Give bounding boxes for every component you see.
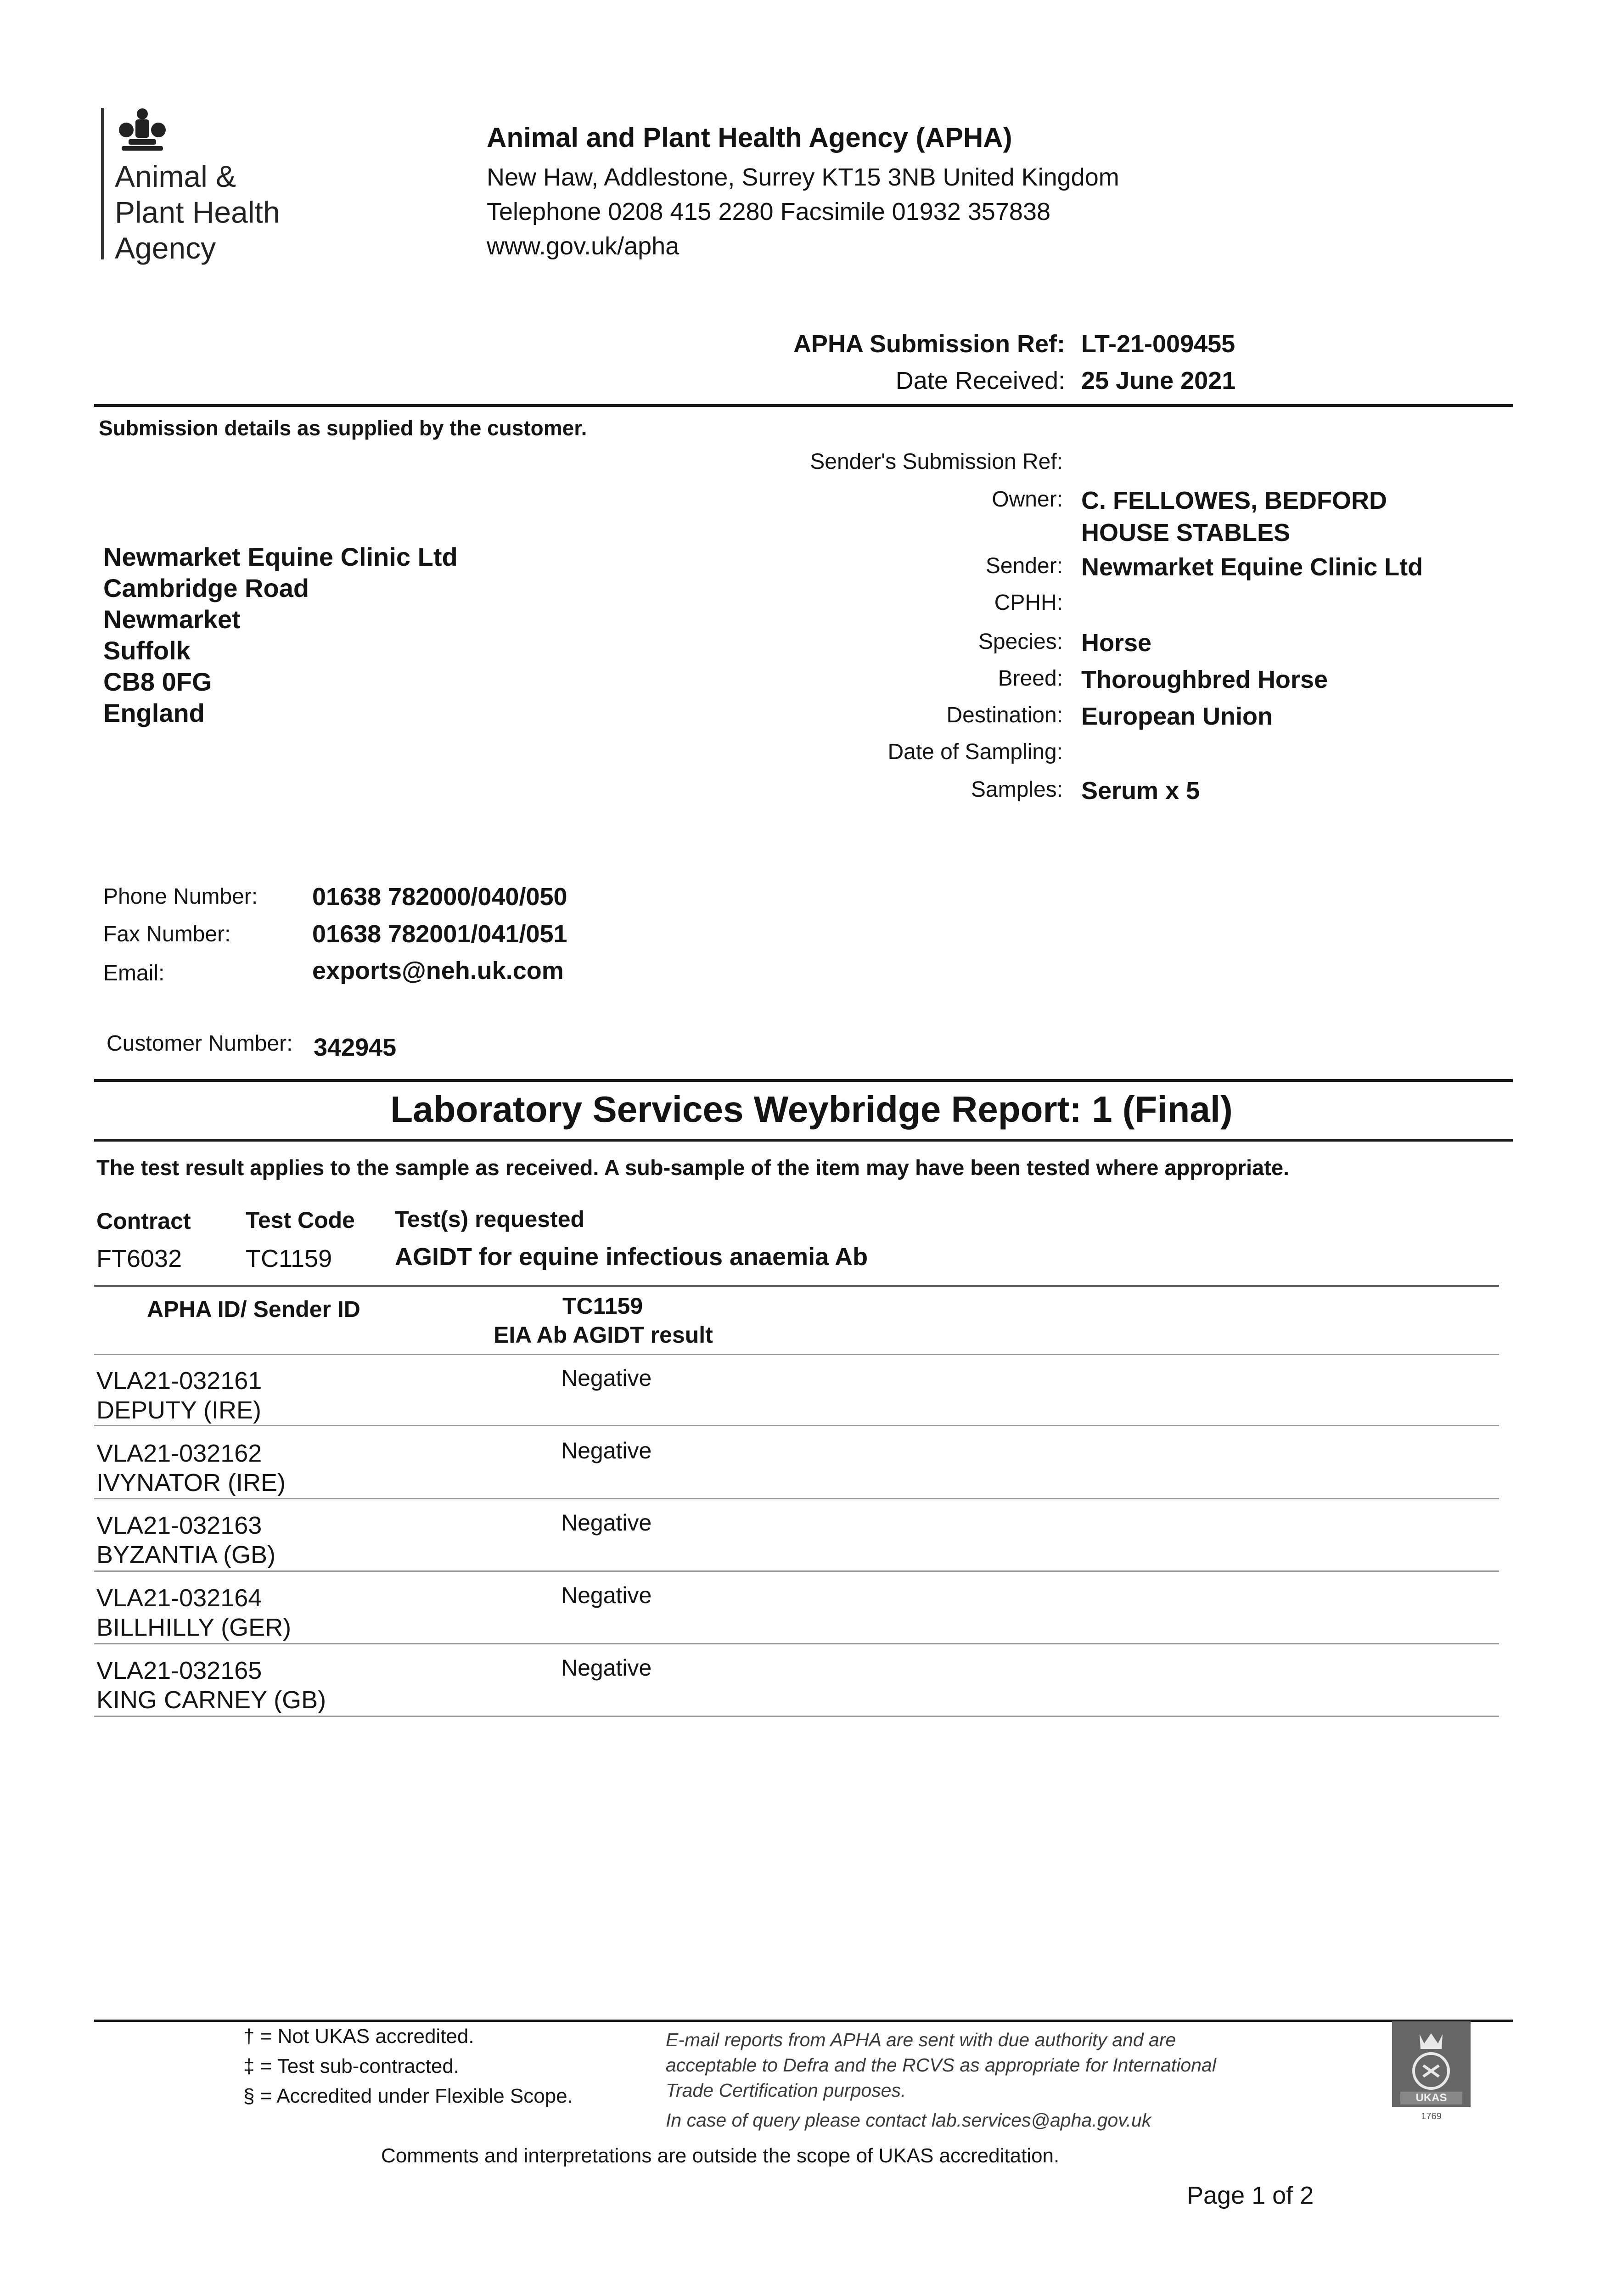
- submission-details-heading: Submission details as supplied by the customer.: [99, 416, 587, 440]
- address-line: Newmarket: [103, 605, 241, 634]
- samples-label: Samples:: [971, 777, 1063, 802]
- sample-id: VLA21-032164: [96, 1584, 262, 1612]
- cphh-label: CPHH:: [994, 591, 1063, 615]
- eia-result-header: EIA Ab AGIDT result: [494, 1322, 713, 1348]
- logo-divider: [101, 108, 104, 259]
- email-value: exports@neh.uk.com: [312, 957, 564, 985]
- test-requested-value: AGIDT for equine infectious anaemia Ab: [395, 1243, 868, 1271]
- ukas-text: UKAS: [1415, 2092, 1447, 2104]
- email-note-line: Trade Certification purposes.: [666, 2080, 906, 2101]
- result-value: Negative: [561, 1365, 652, 1391]
- sender-id: IVYNATOR (IRE): [96, 1469, 286, 1497]
- species-label: Species:: [978, 630, 1063, 654]
- table-row: [96, 1583, 291, 1642]
- table-row: [96, 1439, 286, 1497]
- sender-id: BILLHILLY (GER): [96, 1614, 292, 1641]
- row-divider: [94, 1425, 1499, 1426]
- agency-name: Animal and Plant Health Agency (APHA): [487, 122, 1012, 153]
- logo-line: Agency: [115, 231, 216, 265]
- ukas-accreditation-mark: [1391, 2020, 1471, 2126]
- page-number: Page 1 of 2: [1187, 2182, 1314, 2209]
- result-value: Negative: [561, 1510, 652, 1536]
- agency-logo-text: [115, 158, 280, 266]
- apha-id-header: APHA ID/ Sender ID: [147, 1296, 360, 1322]
- agency-website: www.gov.uk/apha: [487, 232, 680, 260]
- address-line: England: [103, 698, 205, 727]
- phone-value: 01638 782000/040/050: [312, 883, 567, 911]
- sender-label: Sender:: [985, 554, 1063, 578]
- owner-label: Owner:: [992, 487, 1063, 512]
- table-row: [96, 1656, 326, 1715]
- date-received-label: Date Received:: [895, 367, 1065, 394]
- report-title-top-rule: [94, 1079, 1513, 1082]
- agency-telephone: Telephone 0208 415 2280 Facsimile 01932 357838: [487, 198, 1050, 225]
- sample-id: VLA21-032161: [96, 1367, 262, 1395]
- header-rule: [94, 404, 1513, 407]
- fax-label: Fax Number:: [103, 922, 231, 946]
- address-line: Newmarket Equine Clinic Ltd: [103, 542, 458, 571]
- email-label: Email:: [103, 961, 165, 985]
- sample-id: VLA21-032162: [96, 1440, 262, 1467]
- email-note-line: acceptable to Defra and the RCVS as appropriate for International: [666, 2054, 1216, 2076]
- results-header-rule: [94, 1354, 1499, 1355]
- test-code-value: TC1159: [246, 1245, 332, 1272]
- owner-line: HOUSE STABLES: [1081, 519, 1291, 546]
- footer-rule: [94, 2020, 1513, 2022]
- submission-ref-value: LT-21-009455: [1081, 330, 1236, 358]
- row-divider: [94, 1498, 1499, 1499]
- tests-requested-header: Test(s) requested: [395, 1206, 585, 1232]
- contract-header: Contract: [96, 1208, 191, 1234]
- customer-number-value: 342945: [314, 1034, 397, 1061]
- result-value: Negative: [561, 1582, 652, 1608]
- test-code-header: Test Code: [246, 1207, 355, 1233]
- ukas-comments-note: Comments and interpretations are outside the scope of UKAS accreditation.: [381, 2144, 1060, 2167]
- phone-label: Phone Number:: [103, 884, 258, 909]
- samples-value: Serum x 5: [1081, 777, 1200, 805]
- table-row: [96, 1366, 262, 1425]
- tests-rule: [94, 1285, 1499, 1287]
- breed-value: Thoroughbred Horse: [1081, 666, 1328, 693]
- sender-value: Newmarket Equine Clinic Ltd: [1081, 553, 1423, 581]
- address-line: Cambridge Road: [103, 574, 309, 602]
- breed-label: Breed:: [998, 666, 1063, 691]
- report-title: Laboratory Services Weybridge Report: 1 (Final): [390, 1089, 1233, 1130]
- row-divider: [94, 1570, 1499, 1572]
- sub-contracted-note: ‡ = Test sub-contracted.: [243, 2055, 460, 2077]
- agency-address: New Haw, Addlestone, Surrey KT15 3NB United Kingdom: [487, 163, 1119, 191]
- date-received-value: 25 June 2021: [1081, 367, 1236, 394]
- species-value: Horse: [1081, 629, 1152, 657]
- result-value: Negative: [561, 1655, 652, 1681]
- ukas-number: 1769: [1421, 2111, 1442, 2122]
- sender-id: BYZANTIA (GB): [96, 1541, 276, 1569]
- not-ukas-note: † = Not UKAS accredited.: [243, 2025, 474, 2048]
- date-of-sampling-label: Date of Sampling:: [887, 740, 1063, 764]
- result-value: Negative: [561, 1438, 652, 1463]
- destination-value: European Union: [1081, 703, 1273, 730]
- email-note-line: E-mail reports from APHA are sent with due authority and are: [666, 2029, 1176, 2050]
- royal-crest-icon: [115, 105, 170, 155]
- owner-value: [1081, 484, 1387, 549]
- logo-line: Plant Health: [115, 195, 280, 229]
- row-divider: [94, 1643, 1499, 1644]
- destination-label: Destination:: [946, 703, 1063, 727]
- sender-id: DEPUTY (IRE): [96, 1396, 262, 1424]
- email-report-note: [666, 2027, 1216, 2103]
- owner-line: C. FELLOWES, BEDFORD: [1081, 487, 1387, 514]
- customer-number-label: Customer Number:: [107, 1031, 293, 1056]
- contract-value: FT6032: [96, 1245, 182, 1272]
- submission-ref-label: APHA Submission Ref:: [793, 330, 1065, 358]
- tc-header: TC1159: [562, 1293, 643, 1319]
- sender-id: KING CARNEY (GB): [96, 1686, 326, 1714]
- flexible-scope-note: § = Accredited under Flexible Scope.: [243, 2085, 573, 2107]
- table-row: [96, 1511, 275, 1570]
- address-line: CB8 0FG: [103, 667, 212, 696]
- logo-line: Animal &: [115, 159, 236, 193]
- row-divider: [94, 1716, 1499, 1717]
- report-title-bottom-rule: [94, 1139, 1513, 1142]
- fax-value: 01638 782001/041/051: [312, 920, 567, 948]
- sample-id: VLA21-032165: [96, 1657, 262, 1684]
- senders-ref-label: Sender's Submission Ref:: [810, 450, 1063, 474]
- sample-id: VLA21-032163: [96, 1512, 262, 1539]
- address-line: Suffolk: [103, 636, 191, 665]
- sample-applies-note: The test result applies to the sample as received. A sub-sample of the item may have been tested where appropriate.: [96, 1155, 1290, 1180]
- query-note: In case of query please contact lab.services@apha.gov.uk: [666, 2110, 1151, 2131]
